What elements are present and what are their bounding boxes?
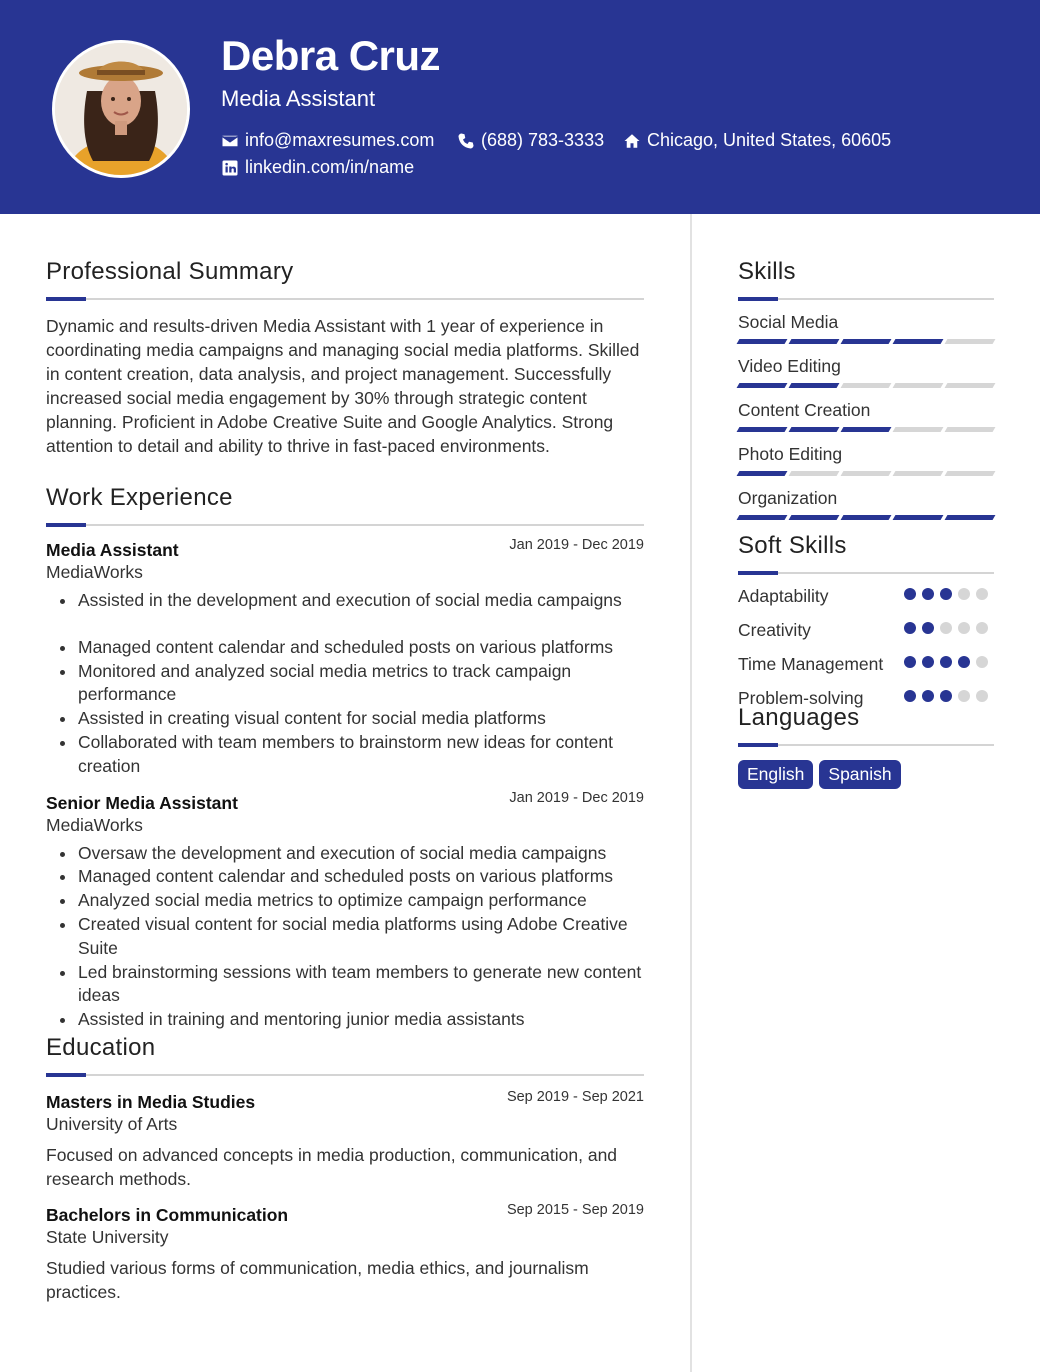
skill-level-bar bbox=[738, 383, 994, 388]
job-bullet: Created visual content for social media platforms using Adobe Creative Suite bbox=[78, 913, 644, 961]
skill-level-segment bbox=[945, 427, 996, 432]
section-rule bbox=[46, 298, 644, 300]
skill-level-bar bbox=[738, 427, 994, 432]
soft-skill-name: Adaptability bbox=[738, 586, 829, 606]
candidate-name: Debra Cruz bbox=[221, 32, 441, 79]
job-bullet: Managed content calendar and scheduled posts on various platforms bbox=[78, 865, 644, 889]
soft-skill-row bbox=[738, 618, 994, 646]
rating-dot bbox=[958, 656, 970, 668]
main-column bbox=[46, 258, 644, 1304]
rating-dot bbox=[976, 622, 988, 634]
rating-dot bbox=[922, 690, 934, 702]
skill-level-segment bbox=[945, 383, 996, 388]
rating-dot bbox=[958, 588, 970, 600]
rating-dot bbox=[922, 656, 934, 668]
language-tag: English bbox=[738, 760, 813, 789]
education-description: Focused on advanced concepts in media production, communication, and research methods. bbox=[46, 1144, 618, 1189]
skill-level-segment bbox=[737, 383, 788, 388]
skill-level-bar bbox=[738, 471, 994, 476]
skill-level-segment bbox=[893, 471, 944, 476]
skills-list bbox=[738, 312, 994, 520]
linkedin-text: linkedin.com/in/name bbox=[245, 157, 415, 177]
job-company: MediaWorks bbox=[46, 814, 143, 835]
email-text: info@maxresumes.com bbox=[245, 130, 435, 150]
skill-level-segment bbox=[945, 471, 996, 476]
rating-dot bbox=[940, 690, 952, 702]
language-tag: Spanish bbox=[819, 760, 900, 789]
languages-section bbox=[738, 704, 994, 789]
rating-dot bbox=[958, 622, 970, 634]
job-bullet: Assisted in training and mentoring junior media assistants bbox=[78, 1008, 644, 1032]
job-bullets bbox=[46, 842, 644, 1032]
skill-level-segment bbox=[841, 427, 892, 432]
skill-level-segment bbox=[893, 383, 944, 388]
education-section bbox=[46, 1034, 644, 1304]
soft-skill-rating bbox=[904, 584, 994, 612]
skill-level-segment bbox=[737, 339, 788, 344]
soft-skill-rating bbox=[904, 686, 994, 714]
school-name: State University bbox=[46, 1226, 169, 1247]
job-bullet: Managed content calendar and scheduled posts on various platforms bbox=[78, 636, 644, 660]
section-rule bbox=[46, 524, 644, 526]
rating-dot bbox=[940, 656, 952, 668]
job-bullet: Analyzed social media metrics to optimize campaign performance bbox=[78, 889, 644, 913]
skill-level-segment bbox=[893, 339, 944, 344]
job-bullet: Oversaw the development and execution of social media campaigns bbox=[78, 842, 644, 866]
education-dates: Sep 2019 - Sep 2021 bbox=[506, 1088, 644, 1105]
linkedin-icon bbox=[221, 159, 239, 177]
soft-skill-name: Creativity bbox=[738, 620, 811, 640]
job-bullets bbox=[46, 589, 644, 779]
education-description: Studied various forms of communication, media ethics, and journalism practices. bbox=[46, 1257, 589, 1302]
column-divider bbox=[690, 214, 692, 1372]
soft-skills-list bbox=[738, 584, 994, 714]
work-heading: Work Experience bbox=[46, 484, 233, 511]
rating-dot bbox=[976, 656, 988, 668]
skill-level-segment bbox=[841, 471, 892, 476]
skill-level-bar bbox=[738, 515, 994, 520]
skill-level-segment bbox=[841, 383, 892, 388]
rating-dot bbox=[904, 588, 916, 600]
degree-title: Masters in Media Studies bbox=[46, 1091, 256, 1112]
school-name: University of Arts bbox=[46, 1113, 178, 1134]
home-icon bbox=[623, 132, 641, 150]
sidebar-column bbox=[738, 258, 994, 789]
soft-skill-row bbox=[738, 584, 994, 612]
skill-name: Video Editing bbox=[738, 356, 841, 376]
rating-dot bbox=[976, 690, 988, 702]
profile-photo bbox=[52, 40, 190, 178]
skill-level-segment bbox=[737, 427, 788, 432]
education-dates: Sep 2015 - Sep 2019 bbox=[506, 1201, 644, 1218]
skill-name: Photo Editing bbox=[738, 444, 843, 464]
soft-skill-name: Problem-solving bbox=[738, 688, 864, 708]
work-section bbox=[46, 484, 644, 1032]
job-dates: Jan 2019 - Dec 2019 bbox=[509, 789, 644, 806]
job-bullet: Led brainstorming sessions with team members to generate new content ideas bbox=[78, 961, 644, 1009]
rating-dot bbox=[904, 690, 916, 702]
envelope-icon bbox=[221, 132, 239, 150]
skill-level-segment bbox=[789, 383, 840, 388]
section-rule bbox=[738, 298, 994, 300]
education-heading: Education bbox=[46, 1033, 156, 1061]
section-rule bbox=[738, 744, 994, 746]
contact-location bbox=[623, 130, 891, 151]
degree-title: Bachelors in Communication bbox=[46, 1204, 289, 1225]
phone-icon bbox=[457, 132, 475, 150]
skill-level-segment bbox=[789, 339, 840, 344]
job-company: MediaWorks bbox=[46, 562, 143, 582]
soft-skill-rating bbox=[904, 618, 994, 646]
job-bullet: Assisted in creating visual content for social media platforms bbox=[78, 707, 644, 731]
job-bullet: Collaborated with team members to brainstorm new ideas for content creation bbox=[78, 731, 644, 779]
languages-list bbox=[738, 760, 994, 789]
job-title: Senior Media Assistant bbox=[46, 792, 238, 813]
section-rule bbox=[738, 572, 994, 574]
skill-level-segment bbox=[893, 515, 944, 520]
job-entry bbox=[46, 789, 644, 1032]
education-entry bbox=[46, 1201, 644, 1304]
skill-level-segment bbox=[945, 339, 996, 344]
soft-skills-heading: Soft Skills bbox=[738, 532, 847, 559]
contact-email[interactable] bbox=[221, 130, 434, 151]
skill-level-segment bbox=[789, 427, 840, 432]
soft-skill-row bbox=[738, 652, 994, 680]
contact-linkedin[interactable] bbox=[221, 157, 414, 178]
skill-level-segment bbox=[841, 515, 892, 520]
soft-skills-section bbox=[738, 532, 994, 714]
rating-dot bbox=[922, 588, 934, 600]
soft-skill-name: Time Management bbox=[738, 654, 884, 674]
summary-heading: Professional Summary bbox=[46, 258, 294, 285]
rating-dot bbox=[904, 656, 916, 668]
contact-phone[interactable] bbox=[457, 130, 604, 151]
skill-level-segment bbox=[893, 427, 944, 432]
rating-dot bbox=[922, 622, 934, 634]
skills-heading: Skills bbox=[738, 258, 796, 285]
skill-level-bar bbox=[738, 339, 994, 344]
skill-name: Organization bbox=[738, 488, 838, 508]
phone-text: (688) 783-3333 bbox=[481, 130, 605, 150]
skill-level-segment bbox=[945, 515, 996, 520]
resume-header bbox=[0, 0, 1040, 214]
job-bullet: Monitored and analyzed social media metrics to track campaign performance bbox=[78, 660, 644, 708]
skill-level-segment bbox=[737, 515, 788, 520]
job-bullet: Assisted in the development and execution of social media campaigns bbox=[78, 589, 644, 613]
skill-level-segment bbox=[841, 339, 892, 344]
skill-level-segment bbox=[789, 515, 840, 520]
summary-section bbox=[46, 258, 644, 458]
rating-dot bbox=[958, 690, 970, 702]
skill-level-segment bbox=[737, 471, 788, 476]
summary-text: Dynamic and results-driven Media Assistant with 1 year of experience in coordinating media campaigns and managing social media platforms. Skilled in content creation, data analysis, and project management. Successfully increased social media engagement by 30% through strategic content planning. Proficient in Adobe Creative Suite and Google Analytics. Strong attention to detail and ability to thrive in fast-paced environments. bbox=[46, 316, 640, 456]
job-title: Media Assistant bbox=[46, 540, 179, 560]
rating-dot bbox=[940, 622, 952, 634]
education-entry bbox=[46, 1088, 644, 1191]
skill-name: Social Media bbox=[738, 312, 839, 332]
candidate-role: Media Assistant bbox=[221, 86, 376, 111]
rating-dot bbox=[976, 588, 988, 600]
rating-dot bbox=[940, 588, 952, 600]
languages-heading: Languages bbox=[738, 704, 860, 731]
job-entry bbox=[46, 537, 644, 779]
job-dates: Jan 2019 - Dec 2019 bbox=[509, 537, 644, 553]
rating-dot bbox=[904, 622, 916, 634]
skills-section bbox=[738, 258, 994, 520]
location-text: Chicago, United States, 60605 bbox=[647, 130, 892, 150]
soft-skill-rating bbox=[904, 652, 994, 680]
skill-level-segment bbox=[789, 471, 840, 476]
section-rule bbox=[46, 1074, 644, 1076]
skill-name: Content Creation bbox=[738, 400, 871, 420]
